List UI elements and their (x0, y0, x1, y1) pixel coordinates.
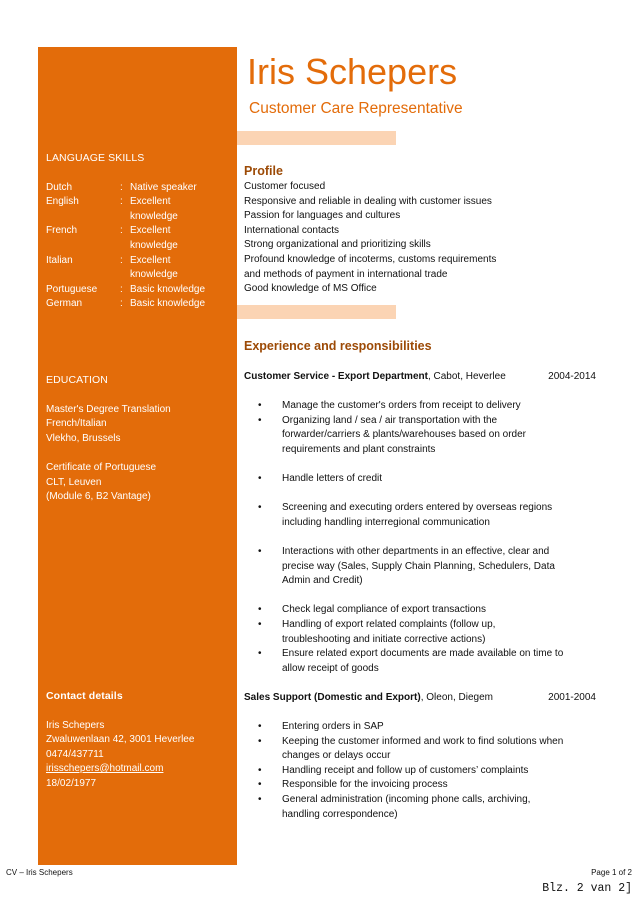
divider-band (237, 131, 396, 145)
job-bullet-line: handling correspondence) (282, 808, 398, 820)
job-bullet (258, 778, 598, 793)
job-period: 2004-2014 (548, 371, 596, 382)
job-header (244, 370, 596, 385)
job-bullet-line: requirements and plant constraints (282, 443, 436, 455)
job-bullet-line: Manage the customer's orders from receipt to delivery (282, 400, 521, 411)
candidate-role: Customer Care Representative (249, 100, 463, 117)
footer-left: CV – Iris Schepers (6, 868, 73, 877)
job-bullet (258, 501, 598, 530)
job-bullet-line: allow receipt of goods (282, 662, 379, 674)
job-bullet-line: forwarder/carriers & plants/warehouses based on order (282, 429, 527, 441)
job-bullet-line: Check legal compliance of export transactions (282, 604, 486, 616)
education-heading: EDUCATION (46, 374, 108, 386)
bullet-dot-icon: • (258, 618, 262, 630)
education-school: Vlekho, Brussels (46, 432, 121, 444)
profile-list (244, 180, 604, 297)
divider-band (237, 305, 396, 319)
bullet-dot-icon: • (258, 793, 262, 805)
bullet-dot-icon: • (258, 604, 262, 616)
page-counter: Blz. 2 van 2] (542, 882, 632, 895)
job-bullet-line: including handling interregional communication (282, 516, 490, 528)
profile-line: Customer focused (244, 181, 326, 192)
bullet-dot-icon: • (258, 414, 262, 426)
education-degree: Certificate of Portuguese (46, 461, 157, 473)
job-bullet-line: Admin and Credit) (282, 575, 363, 587)
job-bullet-line: Organizing land / sea / air transportation with the (282, 414, 498, 426)
language-name: German (46, 298, 83, 310)
profile-line: Strong organizational and prioritizing skills (244, 239, 431, 251)
contact-address: Zwaluwenlaan 42, 3001 Heverlee (46, 734, 195, 746)
job-period: 2001-2004 (548, 692, 596, 703)
profile-line: Good knowledge of MS Office (244, 283, 377, 295)
candidate-name: Iris Schepers (247, 51, 458, 92)
job-bullet-line: Ensure related export documents are made available on time to (282, 648, 564, 660)
bullet-dot-icon: • (258, 735, 262, 747)
language-row (46, 224, 231, 253)
education-entry (46, 403, 231, 447)
bullet-dot-icon: • (258, 472, 262, 484)
language-row (46, 181, 231, 196)
bullet-dot-icon: • (258, 545, 262, 557)
language-row (46, 254, 231, 283)
bullet-dot-icon: • (258, 502, 262, 514)
profile-line: and methods of payment in international trade (244, 268, 448, 280)
language-row (46, 297, 231, 312)
job-bullet (258, 647, 598, 676)
contact-heading: Contact details (46, 690, 123, 702)
language-colon: : (120, 181, 123, 193)
profile-line: Profound knowledge of incoterms, customs requirements (244, 253, 497, 265)
bullet-dot-icon: • (258, 400, 262, 411)
job-bullet (258, 764, 598, 779)
education-field: French/Italian (46, 418, 107, 430)
language-level: Native speaker (130, 181, 197, 193)
job-bullet (258, 793, 598, 822)
language-skills-section (46, 151, 231, 312)
language-colon: : (120, 225, 123, 237)
language-name: Italian (46, 254, 73, 266)
language-row (46, 283, 231, 298)
language-level: Excellent knowledge (130, 254, 178, 281)
education-school: (Module 6, B2 Vantage) (46, 491, 151, 503)
education-entry (46, 461, 231, 505)
job-bullet-line: Responsible for the invoicing process (282, 779, 448, 791)
job-company: , Oleon, Diegem (420, 692, 493, 703)
footer-page-number: Page 1 of 2 (591, 868, 632, 877)
contact-name: Iris Schepers (46, 719, 105, 731)
job-bullet-line: Entering orders in SAP (282, 721, 384, 732)
bullet-dot-icon: • (258, 764, 262, 776)
job-bullet-list (258, 720, 598, 822)
job-role: Customer Service - Export Department (244, 371, 428, 382)
language-list (46, 181, 231, 312)
job-header (244, 691, 596, 706)
contact-email-link[interactable]: irisschepers@hotmail.com (46, 763, 164, 775)
education-degree: Master's Degree Translation (46, 403, 171, 415)
job-bullet (258, 603, 598, 618)
job-bullet-list (258, 399, 598, 676)
job-bullet-line: Handling receipt and follow up of customers’ complaints (282, 764, 529, 776)
language-name: Portuguese (46, 283, 98, 295)
job-bullet-line: Handle letters of credit (282, 472, 383, 484)
job-bullet-line: General administration (incoming phone calls, archiving, (282, 793, 531, 805)
profile-line: Responsive and reliable in dealing with customer issues (244, 195, 492, 207)
language-colon: : (120, 196, 123, 208)
job-bullet-line: Handling of export related complaints (follow up, (282, 618, 496, 630)
job-bullet (258, 472, 598, 487)
bullet-dot-icon: • (258, 721, 262, 732)
language-colon: : (120, 298, 123, 310)
profile-line: International contacts (244, 224, 340, 236)
bullet-dot-icon: • (258, 648, 262, 660)
job-bullet (258, 399, 598, 414)
language-level: Excellent knowledge (130, 225, 178, 251)
language-name: English (46, 196, 79, 208)
job-company: , Cabot, Heverlee (427, 371, 506, 382)
language-row (46, 195, 231, 224)
language-name: Dutch (46, 181, 73, 193)
bullet-dot-icon: • (258, 779, 262, 791)
language-level: Basic knowledge (130, 283, 206, 295)
job-bullet-line: Screening and executing orders entered by overseas regions (282, 502, 553, 514)
profile-title: Profile (244, 164, 283, 178)
language-name: French (46, 225, 78, 237)
experience-title: Experience and responsibilities (244, 339, 432, 353)
job-bullet (258, 618, 598, 647)
job-bullet-line: Keeping the customer informed and work to find solutions when (282, 735, 564, 747)
language-colon: : (120, 283, 123, 295)
language-skills-heading: LANGUAGE SKILLS (46, 152, 145, 164)
job-bullet-line: Interactions with other departments in an effective, clear and (282, 545, 550, 557)
profile-line: Passion for languages and cultures (244, 210, 401, 222)
language-level: Basic knowledge (130, 298, 206, 310)
job-bullet-line: changes or delays occur (282, 750, 391, 762)
job-role: Sales Support (Domestic and Export) (244, 692, 421, 703)
education-field: CLT, Leuven (46, 476, 102, 488)
job-bullet-line: precise way (Sales, Supply Chain Planning, Schedulers, Data (282, 560, 555, 572)
job-bullet (258, 735, 598, 764)
language-colon: : (120, 254, 123, 266)
language-level: Excellent knowledge (130, 196, 178, 222)
contact-phone: 0474/437711 (46, 748, 104, 760)
contact-birthdate: 18/02/1977 (46, 777, 97, 789)
job-bullet (258, 414, 598, 458)
job-bullet-line: troubleshooting and initiate corrective actions) (282, 633, 486, 645)
education-section (46, 373, 231, 505)
job-bullet (258, 720, 598, 735)
contact-section (46, 689, 231, 792)
job-bullet (258, 545, 598, 589)
